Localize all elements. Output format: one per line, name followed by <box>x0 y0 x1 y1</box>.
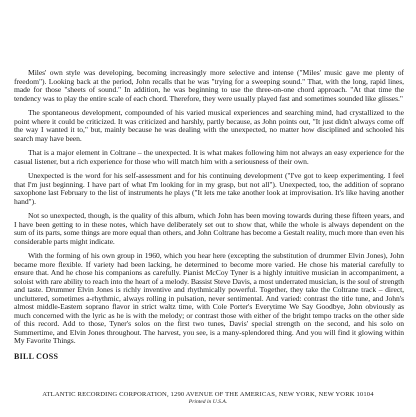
author-signature: BILL COSS <box>14 351 59 361</box>
printed-in-note: Printed in U.S.A. <box>188 399 228 405</box>
liner-notes-page <box>14 69 404 361</box>
page-footer <box>0 391 416 406</box>
paragraph-unexpected-element: That is a major element in Coltrane – the unexpected. It is what makes following him not always an easy experience for the casual listener, but a rich experience for those who will match him with a seriousness of their own. <box>14 148 404 166</box>
company-address: ATLANTIC RECORDING CORPORATION, 1290 AVENUE OF THE AMERICAS, NEW YORK, NEW YORK 10104 <box>42 391 374 398</box>
paragraph-group-forming: With the forming of his own group in 1960, which you hear here (excepting the substitution of drummer Elvin Jones), John became more flexible. If variety had been lacking, he determined to become more varied. He chose his material carefully to ensure that. And he chose his companions as carefully. Pianist McCoy Tyner is a highly intuitive musician in accompaniment, a soloist with rare ability to reach into the heart of a melody. Bassist Steve Davis, a most underrated musician, is the soul of strength and taste. Drummer Elvin Jones is richly inventive and rhythmically powerful. Together, they take the Coltrane track – direct, uncluttered, sometimes a-rhythmic, always rolling in pulsation, never sentimental. And varied: contrast the title tune, and John's almost middle-Eastern soprano flavor in strict waltz time, with Cole Porter's Everytime We Say Goodbye, John obviously as much concerned with the lyric as he is with the melody; or contrast those with either of the bright tempo tracks on the other side of this record. Add to those, Tyner's solos on the first two tunes, Davis' special strength on the second, and his solo on Summertime, and Elvin Jones throughout. The harvest, you see, is a many-splendored thing. And you will find it glowing within My Favorite Things. <box>14 251 404 345</box>
paragraph-self-assessment: Unexpected is the word for his self-assessment and for his continuing development ("I've got to keep experimenting. I feel that I'm just beginning. I have part of what I'm looking for in my grasp, but not all"). Unexpected, too, the addition of soprano saxophone last February to the list of instruments he plays ("It lets me take another look at improvisation. It's like having another hand"). <box>14 171 404 206</box>
paragraph-spontaneous-development: The spontaneous development, compounded of his varied musical experiences and searching mind, had crystallized to the point where it could be criticized. It was criticized and harshly, partly because, as John points out, "It just didn't always come off the way I wanted it to," but, mainly because he was dealing with the unexpected, no matter how disciplined and schooled his search may have been. <box>14 108 404 143</box>
paragraph-miles-style: Miles' own style was developing, becoming increasingly more selective and intense ("Miles' music gave me plenty of freedom"). Looking back at the period, John recalls that he was "trying for a sweeping sound." That, with the long, rapid lines, made for those "sheets of sound." In addition, he was beginning to use the three-on-one chord approach. "At that time the tendency was to play the entire scale of each chord. Therefore, they were usually played fast and sometimes sounded like glisses." <box>14 68 404 103</box>
paragraph-album-quality: Not so unexpected, though, is the quality of this album, which John has been moving towards during these fifteen years, and I have been getting to in these notes, which have deliberately set out to show that, while the whole is always dependent on the sum of its parts, some things are more equal than others, and John Coltrane has become a Gestalt reality, much more than even his considerable parts might indicate. <box>14 211 404 246</box>
